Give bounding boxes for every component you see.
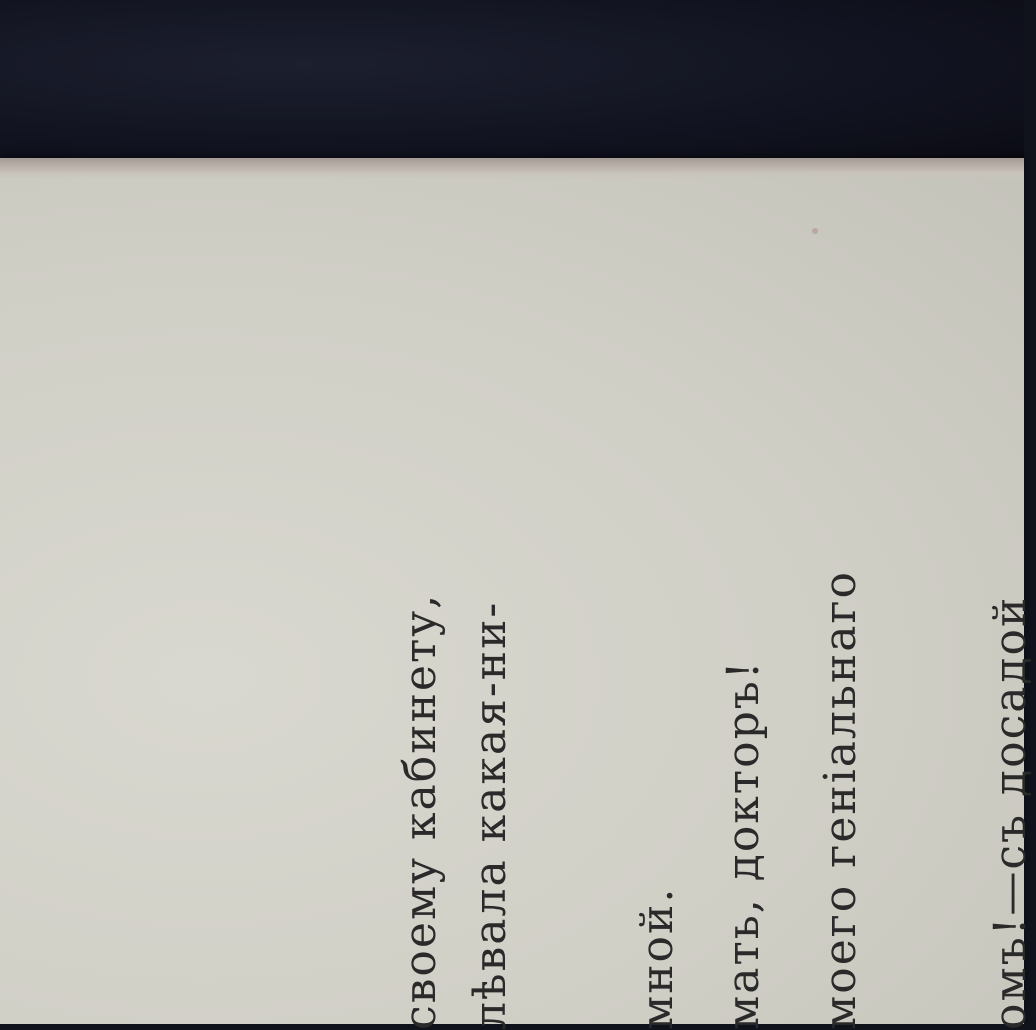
text-line: мать, докторъ! (718, 659, 769, 1030)
text-line: омъ!—съ досадой (985, 595, 1036, 1030)
text-line: лѣвала какая-ни- (465, 600, 516, 1030)
text-line: мной. (632, 886, 683, 1030)
text-line: моего геніальнаго (815, 569, 866, 1030)
text-line: своему кабинету, (395, 592, 446, 1030)
